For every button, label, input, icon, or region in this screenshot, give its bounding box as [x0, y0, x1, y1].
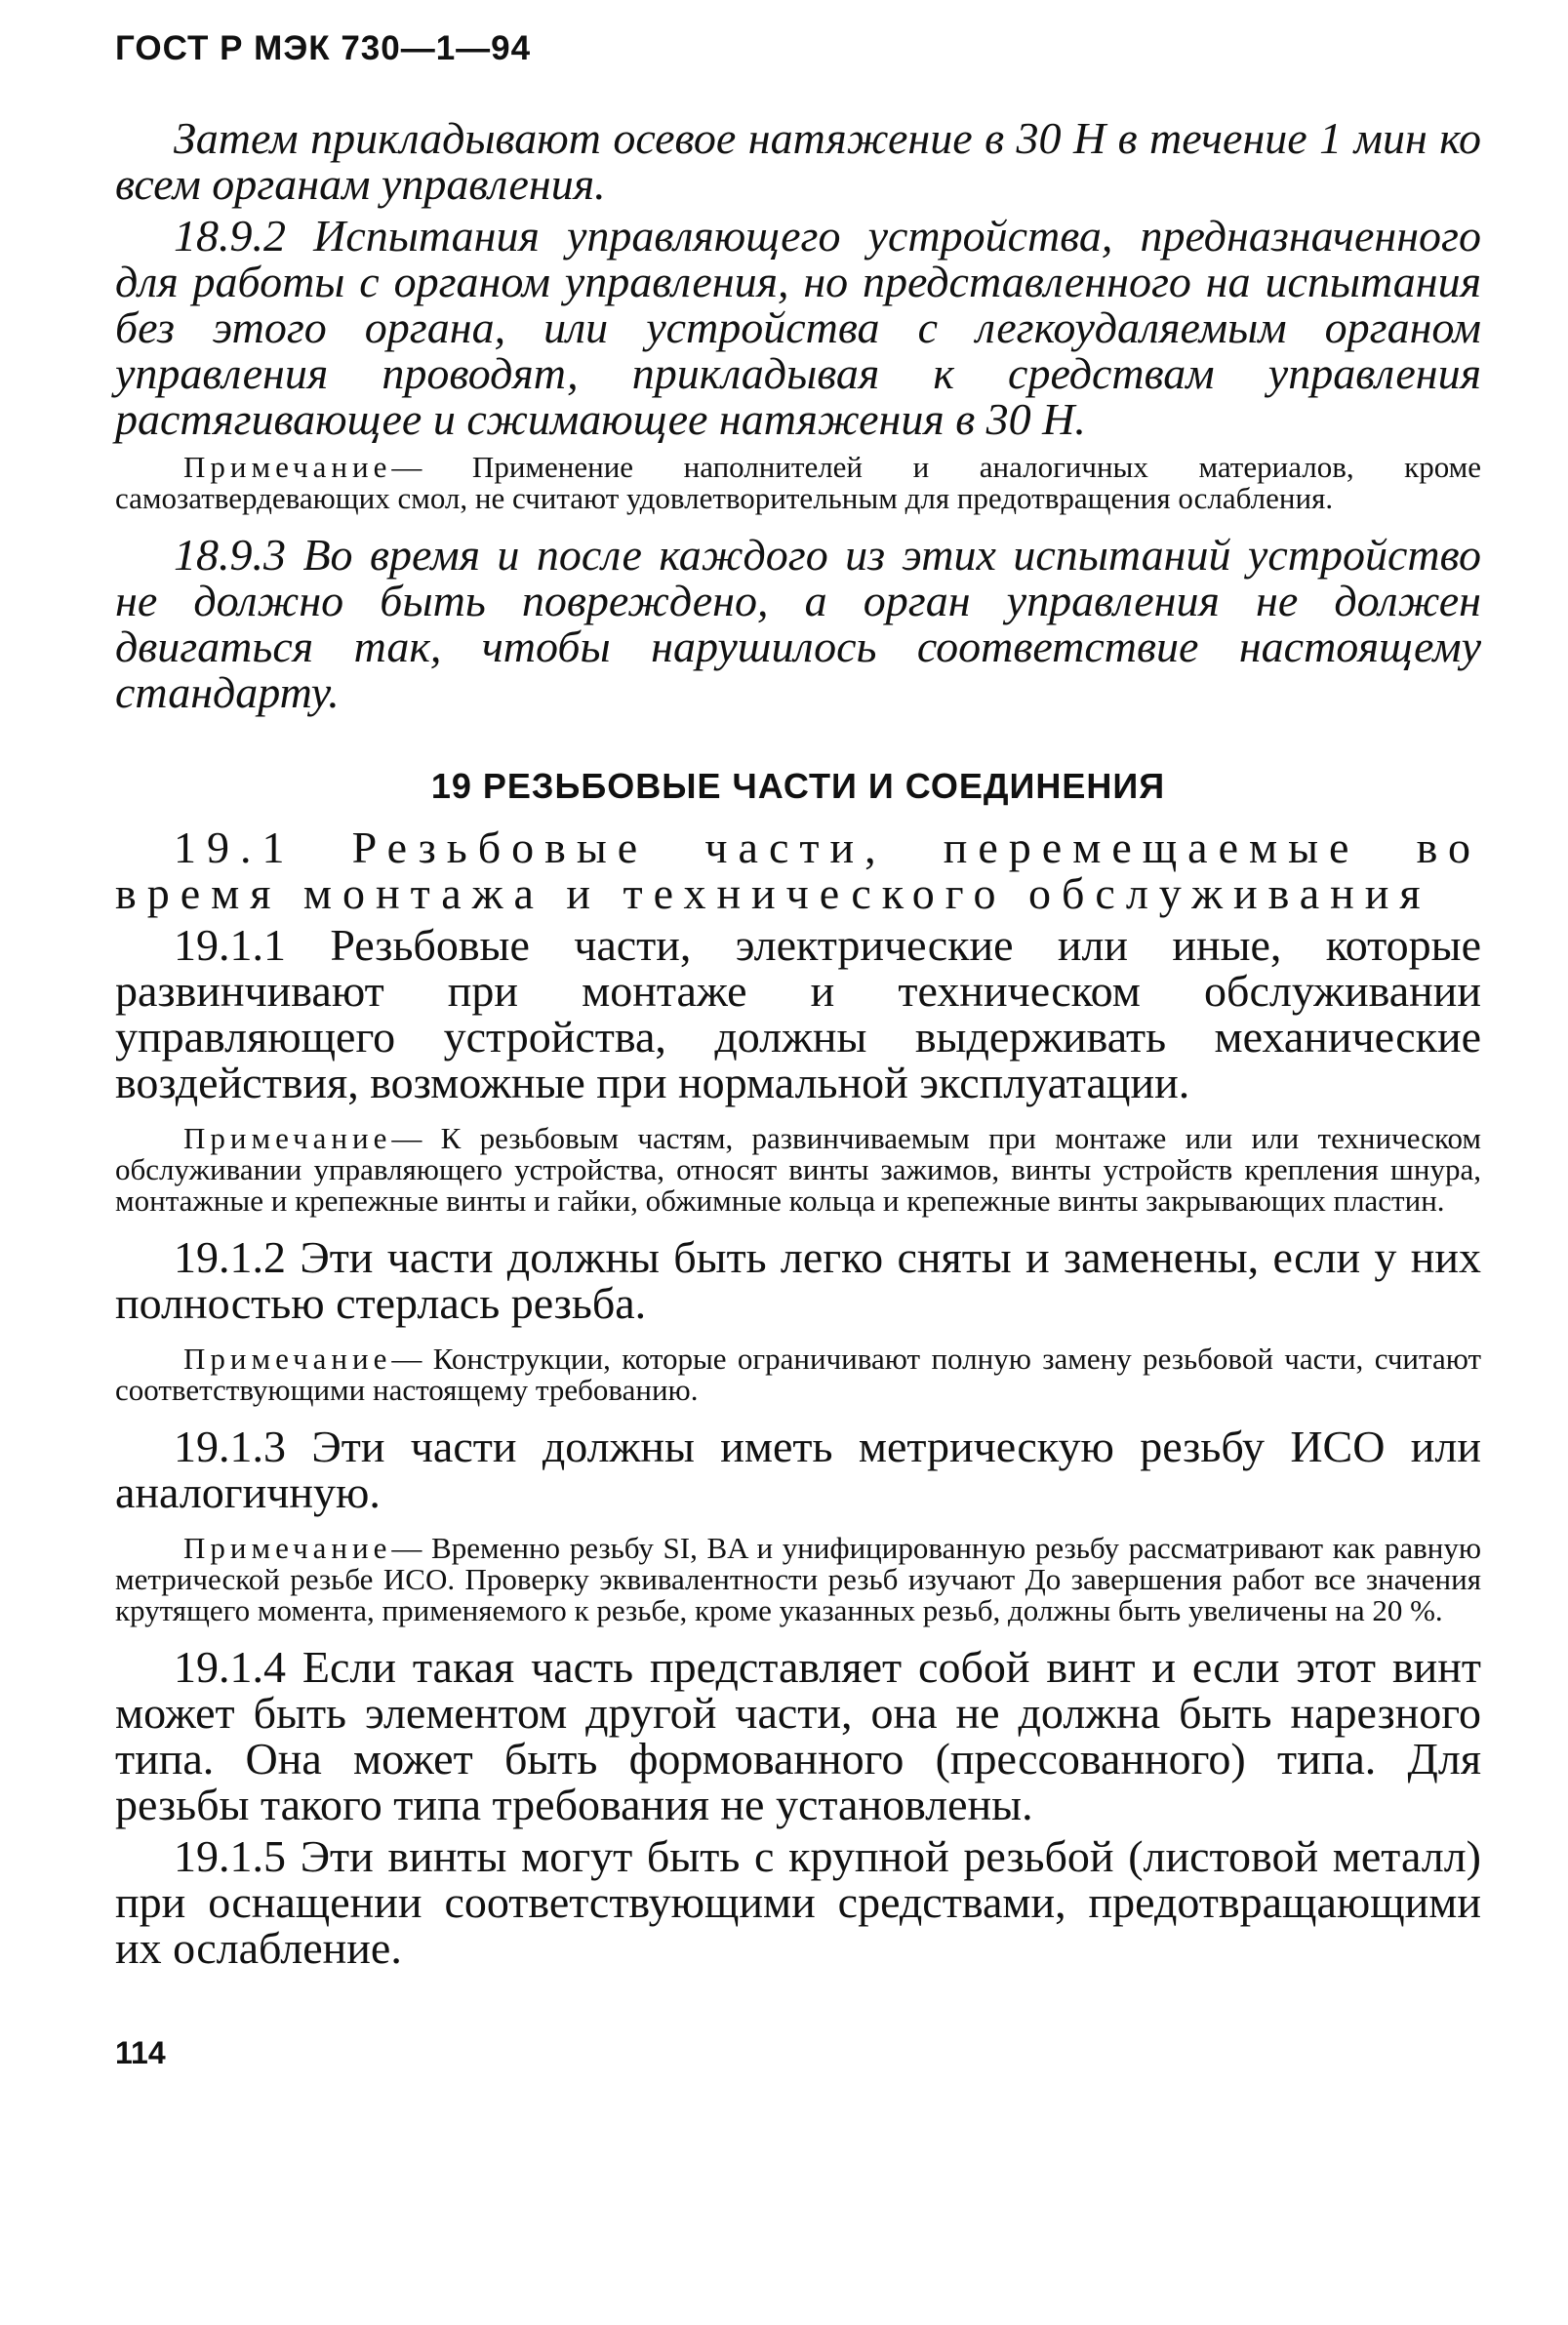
paragraph-19-1-2: 19.1.2 Эти части должны быть легко сняты и заменены, если у них полностью стерлась резьба. — [115, 1232, 1481, 1328]
paragraph-19-1-1: 19.1.1 Резьбовые части, электрические или иные, которые развинчивают при монтаже и техническом обслуживании управляющего устройства, должны выдерживать механические воздействия, возможные при нормальной эксплуатации. — [115, 920, 1481, 1107]
document-body — [115, 115, 1481, 1971]
paragraph-19-1-5: 19.1.5 Эти винты могут быть с крупной резьбой (листовой металл) при оснащении соответствующими средствами, предотвращающими их ослабление. — [115, 1831, 1481, 1973]
note-label: Примечание — [183, 1531, 392, 1565]
paragraph-19-1: 19.1 Резьбовые части, перемещаемые во время монтажа и технического обслуживания — [115, 822, 1481, 918]
paragraph-19-1-4: 19.1.4 Если такая часть представляет собой винт и если этот винт может быть элементом другой части, она не должна быть нарезного типа. Она может быть формованного (прессованного) типа. Для резьбы такого типа требования не установлены. — [115, 1642, 1481, 1829]
note-3 — [115, 1343, 1481, 1406]
note-2 — [115, 1123, 1481, 1217]
paragraph-18-9-2: 18.9.2 Испытания управляющего устройства, предназначенного для работы с органом управления, но представленного на испытания без этого органа, или устройства с легкоудаляемым органом управления проводят, прикладывая к средствам управления растягивающее и сжимающее натяжения в 30 Н. — [115, 211, 1481, 444]
note-text: — Конструкции, которые ограничивают полную замену резьбовой части, считают соответствующими настоящему требованию. — [115, 1342, 1481, 1407]
paragraph-18-9-3: 18.9.3 Во время и после каждого из этих испытаний устройство не должно быть повреждено, а орган управления не должен двигаться так, чтобы нарушилось соответствие настоящему стандарту. — [115, 530, 1481, 717]
note-text: — К резьбовым частям, развинчиваемым при монтаже или или техническом обслуживании управляющего устройства, относят винты зажимов, винты устройств крепления шнура, монтажные и крепежные винты и гайки, обжимные кольца и крепежные винты закрывающих пластин. — [115, 1121, 1481, 1218]
paragraph-19-1-3: 19.1.3 Эти части должны иметь метрическую резьбу ИСО или аналогичную. — [115, 1422, 1481, 1517]
note-4 — [115, 1533, 1481, 1626]
page-number: 114 — [115, 2035, 166, 2070]
document-header: ГОСТ Р МЭК 730—1—94 — [115, 29, 532, 67]
note-label: Примечание — [183, 1342, 392, 1376]
paragraph-intro: Затем прикладывают осевое натяжение в 30 Н в течение 1 мин ко всем органам управления. — [115, 113, 1481, 209]
section-heading-19: 19 РЕЗЬБОВЫЕ ЧАСТИ И СОЕДИНЕНИЯ — [430, 766, 1166, 806]
note-1 — [115, 452, 1481, 514]
note-label: Примечание — [183, 1121, 392, 1155]
note-label: Примечание — [183, 450, 392, 484]
note-text: — Применение наполнителей и аналогичных материалов, кроме самозатвердевающих смол, не считают удовлетворительным для предотвращения ослабления. — [115, 450, 1481, 515]
note-text: — Временно резьбу SI, BA и унифицированную резьбу рассматривают как равную метрической резьбе ИСО. Проверку эквивалентности резьб изучают До завершения работ все значения крутящего момента, применяемого к резьбе, кроме указанных резьб, должны быть увеличены на 20 %. — [115, 1531, 1481, 1627]
